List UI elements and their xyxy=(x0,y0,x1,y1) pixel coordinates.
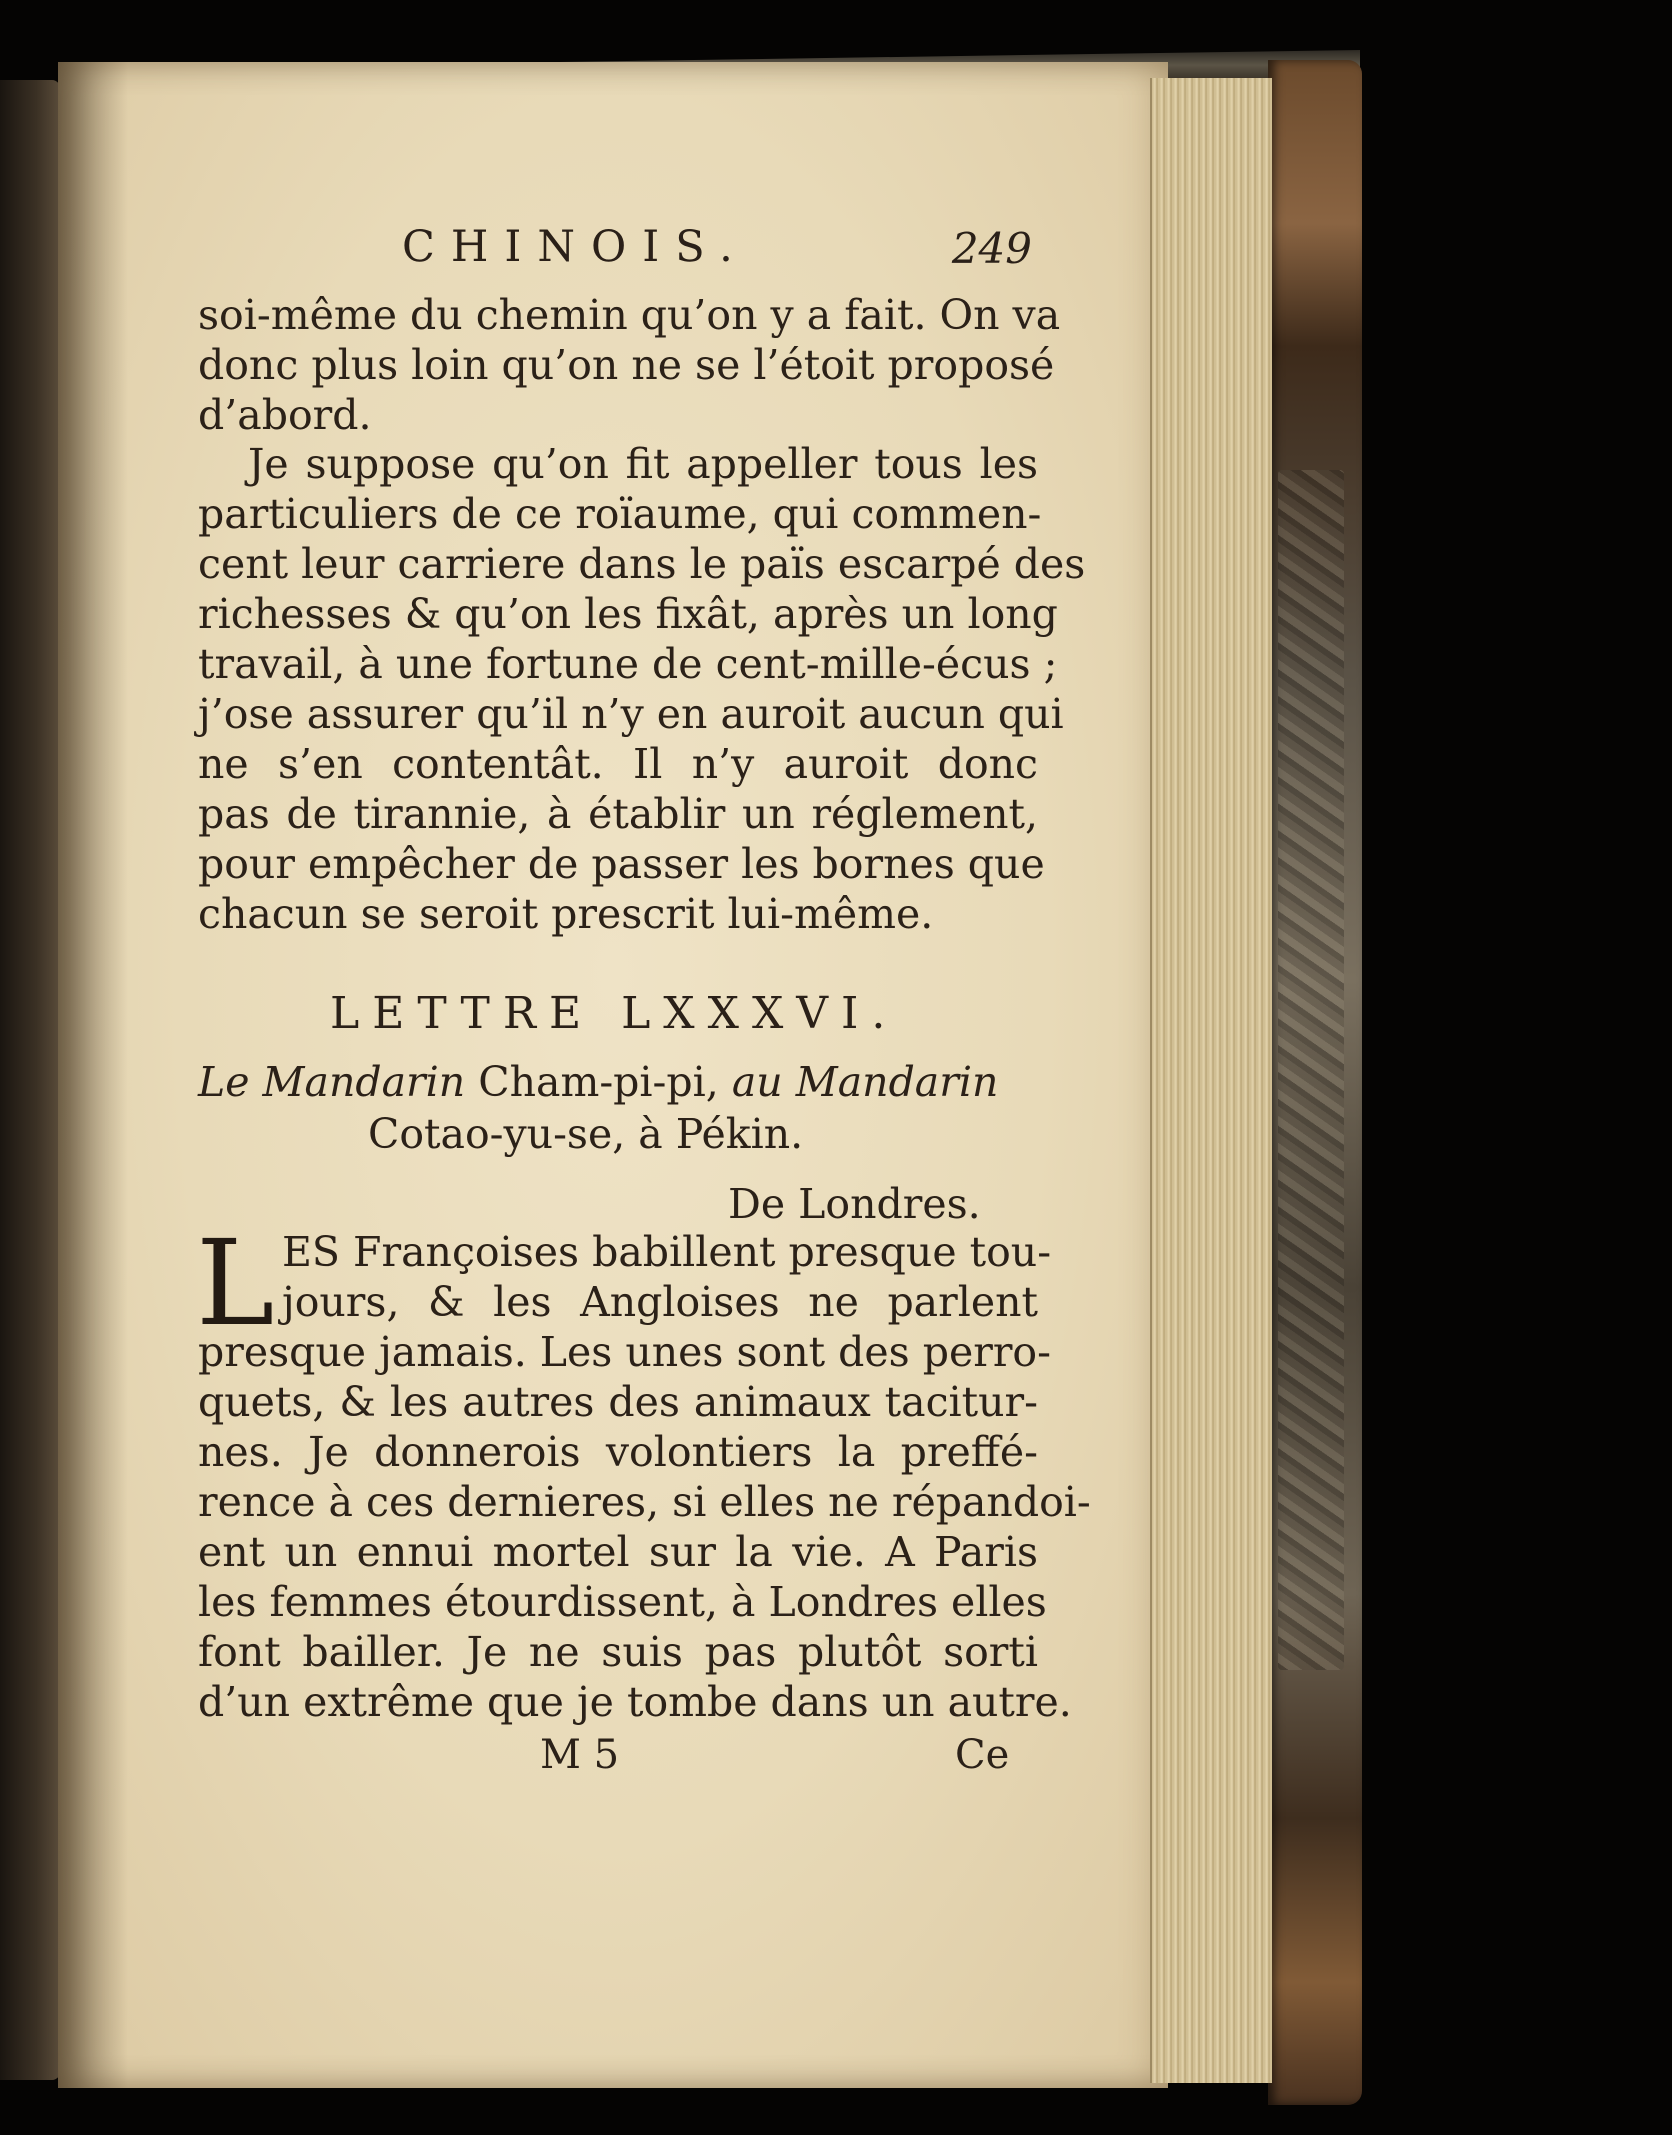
marbled-cover-panel xyxy=(1278,470,1344,1670)
text-line: richesses & qu’on les fixât, après un long xyxy=(198,590,1058,638)
salutation-part: Mandarin xyxy=(795,1058,999,1106)
text-line: cent leur carriere dans le païs escarpé des xyxy=(198,540,1086,588)
text-line: rence à ces dernieres, si elles ne répandoi- xyxy=(198,1478,1091,1526)
salutation-part: Cham-pi-pi, xyxy=(478,1058,719,1106)
text-line: d’un extrême que je tombe dans un autre. xyxy=(198,1678,1072,1726)
text-line: Je suppose qu’on fit appeller tous les xyxy=(248,440,1038,488)
text-line: jours, & les Angloises ne parlent xyxy=(282,1278,1038,1326)
text-line: quets, & les autres des animaux tacitur- xyxy=(198,1378,1038,1426)
text-line: soi-même du chemin qu’on y a fait. On va xyxy=(198,291,1061,339)
text-line: ES Françoises babillent presque tou- xyxy=(282,1228,1052,1276)
text-line: ent un ennui mortel sur la vie. A Paris xyxy=(198,1528,1038,1576)
running-title: CHINOIS. xyxy=(402,222,749,272)
text-line: travail, à une fortune de cent-mille-écus ; xyxy=(198,640,1058,688)
page-number: 249 xyxy=(951,224,1032,273)
salutation-part: Le Mandarin xyxy=(198,1058,466,1106)
left-page-edge xyxy=(0,80,60,2080)
drop-cap: L xyxy=(196,1214,275,1352)
salutation-line-1 xyxy=(198,1058,1038,1106)
text-line: donc plus loin qu’on ne se l’étoit proposé xyxy=(198,341,1055,389)
text-line: particuliers de ce roïaume, qui commen- xyxy=(198,490,1042,538)
text-line: pas de tirannie, à établir un réglement, xyxy=(198,790,1038,838)
text-line: d’abord. xyxy=(198,391,372,439)
text-line: nes. Je donnerois volontiers la preffé- xyxy=(198,1428,1038,1476)
text-line: ne s’en contentât. Il n’y auroit donc xyxy=(198,740,1038,788)
signature-mark: M 5 xyxy=(540,1732,620,1778)
running-header xyxy=(402,222,1042,282)
text-line: font bailler. Je ne suis pas plutôt sorti xyxy=(198,1628,1038,1676)
text-line: pour empêcher de passer les bornes que xyxy=(198,840,1045,888)
dateline: De Londres. xyxy=(728,1180,981,1228)
text-line: presque jamais. Les unes sont des perro- xyxy=(198,1328,1051,1376)
salutation-part: au xyxy=(731,1058,783,1106)
text-line: j’ose assurer qu’il n’y en auroit aucun qui xyxy=(198,690,1064,738)
letter-heading: LETTRE LXXXVI. xyxy=(330,988,899,1039)
text-line: chacun se seroit prescrit lui-même. xyxy=(198,890,934,938)
text-line: les femmes étourdissent, à Londres elles xyxy=(198,1578,1047,1626)
salutation-line-2: Cotao-yu-se, à Pékin. xyxy=(368,1110,804,1158)
catchword: Ce xyxy=(955,1732,1010,1778)
page-block-edges xyxy=(1150,78,1272,2083)
